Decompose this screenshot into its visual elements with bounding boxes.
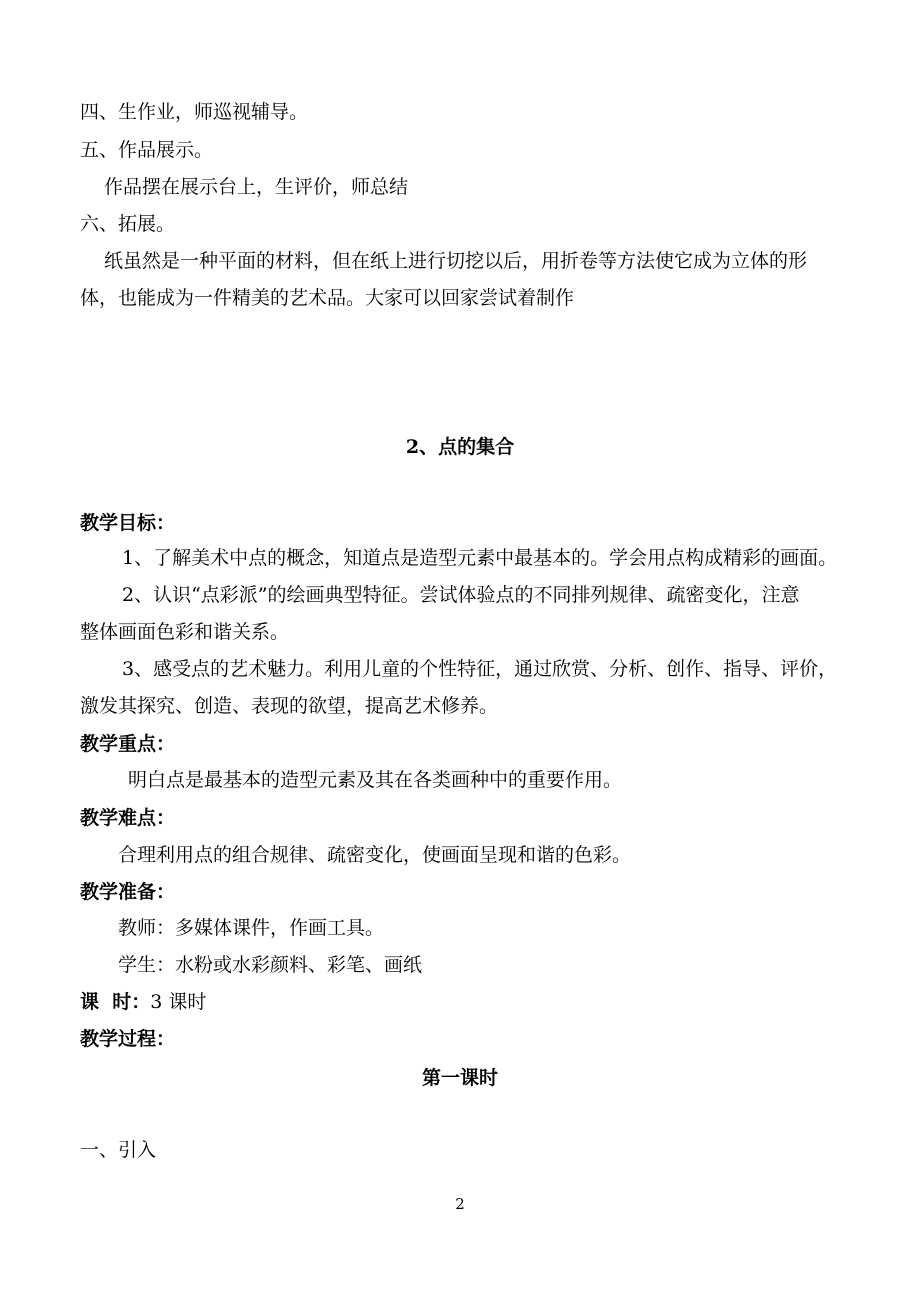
key-heading: 教学重点：	[80, 733, 176, 755]
period-title: 第一课时	[421, 1067, 498, 1089]
section-title: 2、点的集合	[405, 436, 515, 458]
preparation-student: 学生：水粉或水彩颜料、彩笔、画纸	[118, 954, 423, 976]
goal-item: 2、认识“点彩派”的绘画典型特征。尝试体验点的不同排列规律、疏密变化，注意	[122, 584, 800, 606]
process-heading: 教学过程：	[80, 1028, 176, 1050]
step-heading: 一、引入	[80, 1139, 157, 1161]
page-number: 2	[455, 1195, 465, 1213]
text-line: 作品摆在展示台上，生评价，师总结	[104, 176, 409, 198]
preparation-teacher: 教师：多媒体课件，作画工具。	[118, 917, 385, 939]
hours-value: 3 课时	[150, 991, 207, 1013]
difficulty-text: 合理利用点的组合规律、疏密变化，使画面呈现和谐的色彩。	[118, 844, 632, 866]
goal-item: 3、感受点的艺术魅力。利用儿童的个性特征，通过欣赏、分析、创作、指导、评价，	[122, 658, 838, 680]
paragraph-line: 纸虽然是一种平面的材料，但在纸上进行切挖以后，用折卷等方法使它成为立体的形	[104, 250, 808, 272]
preparation-heading: 教学准备：	[80, 881, 176, 903]
hours-label: 课 时：	[80, 991, 151, 1013]
goal-item-continuation: 整体画面色彩和谐关系。	[80, 621, 290, 643]
text-line: 六、拓展。	[80, 213, 176, 235]
goal-item-continuation: 激发其探究、创造、表现的欲望，提高艺术修养。	[80, 695, 499, 717]
hours-line	[80, 990, 206, 1014]
goal-item: 1、了解美术中点的概念，知道点是造型元素中最基本的。学会用点构成精彩的画面。	[122, 547, 838, 569]
key-text: 明白点是最基本的造型元素及其在各类画种中的重要作用。	[128, 769, 623, 791]
text-line: 五、作品展示。	[80, 139, 214, 161]
text-line: 四、生作业，师巡视辅导。	[80, 101, 309, 123]
paragraph-line: 体，也能成为一件精美的艺术品。大家可以回家尝试着制作	[80, 287, 575, 309]
goals-heading: 教学目标：	[80, 512, 176, 534]
difficulty-heading: 教学难点：	[80, 807, 176, 829]
